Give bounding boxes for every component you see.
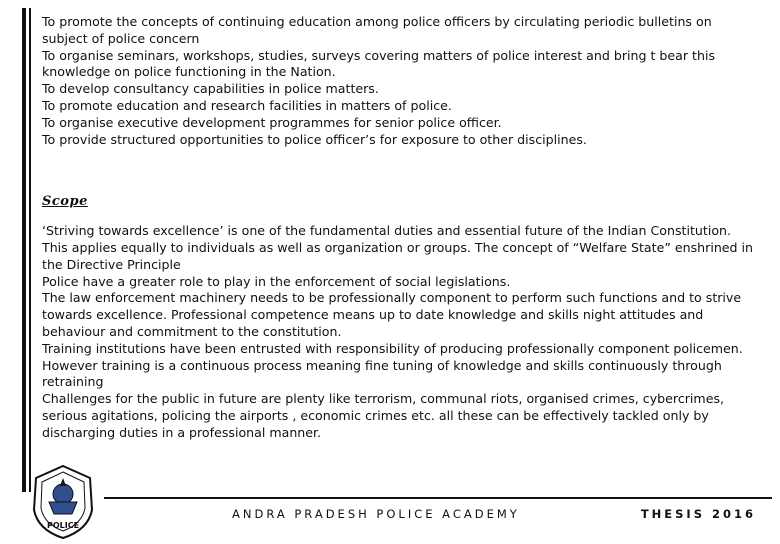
scope-paragraph: This applies equally to individuals as well as organization or groups. The concept of “Welfare State” enshrined in the Directive Principle: [42, 239, 754, 272]
objective-item: To develop consultancy capabilities in police matters.: [42, 81, 379, 97]
footer-rule: [104, 497, 772, 499]
objectives-list: [42, 14, 754, 148]
objective-item: To provide structured opportunities to police officer’s for exposure to other disciplines.: [42, 131, 587, 147]
scope-heading: Scope: [42, 194, 88, 210]
emblem-label: POLICE: [46, 521, 80, 530]
scope-paragraph: Challenges for the public in future are plenty like terrorism, communal riots, organised crimes, cybercrimes, serious agitations, policing the airports , economic crimes etc. all these can be effectively tackled only by discharging duties in a professional manner.: [42, 391, 725, 440]
scope-section: [42, 223, 754, 441]
left-border-bar-thin: [29, 8, 31, 492]
footer-institution: ANDRA PRADESH POLICE ACADEMY: [232, 507, 520, 521]
footer-thesis: THESIS 2016: [640, 507, 756, 521]
police-emblem-icon: [28, 464, 98, 540]
document-body: [42, 14, 754, 442]
objective-item: To organise seminars, workshops, studies, surveys covering matters of police interest and bring t bear this knowledge on police functioning in the Nation.: [42, 47, 716, 80]
left-border-bar: [22, 8, 26, 492]
objective-item: To promote the concepts of continuing education among police officers by circulating periodic bulletins on subject of police concern: [42, 14, 712, 46]
scope-paragraph: Police have a greater role to play in the enforcement of social legislations.: [42, 273, 511, 289]
scope-paragraph: The law enforcement machinery needs to be professionally component to perform such functions and to strive towards excellence. Professional competence means up to date knowledge and skills night attitudes and behaviour and commitment to the constitution.: [42, 290, 742, 339]
objective-item: To organise executive development programmes for senior police officer.: [42, 114, 502, 130]
scope-paragraph: ‘Striving towards excellence’ is one of the fundamental duties and essential future of the Indian Constitution.: [42, 223, 732, 239]
scope-paragraph: Training institutions have been entrusted with responsibility of producing professionally component policemen. However training is a continuous process meaning fine tuning of knowledge and skills continuously through retraining: [42, 340, 743, 390]
objective-item: To promote education and research facilities in matters of police.: [42, 97, 452, 113]
